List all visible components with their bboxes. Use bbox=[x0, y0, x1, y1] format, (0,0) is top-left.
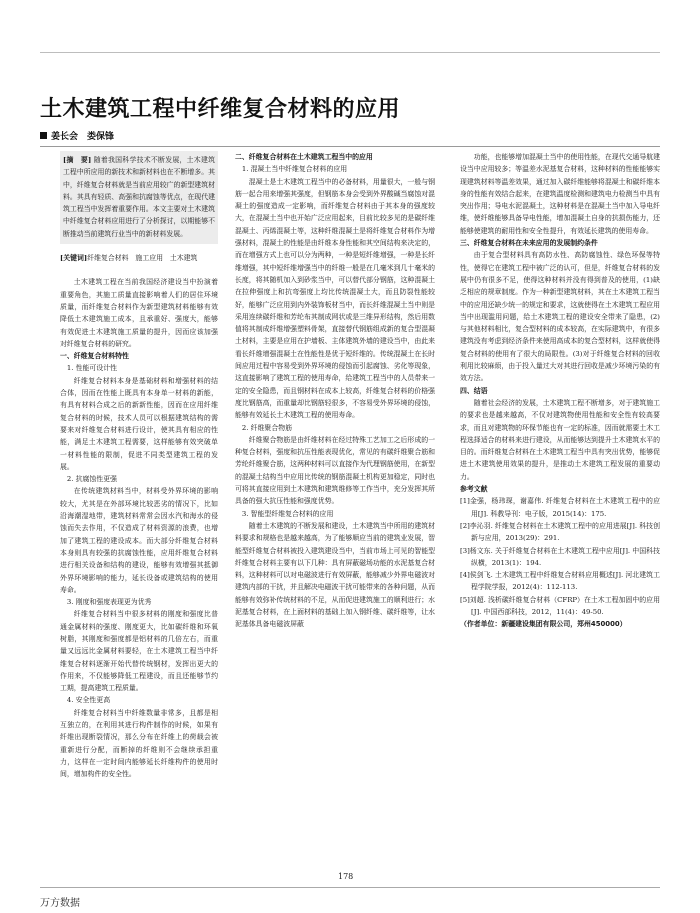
subsection-heading: 2. 抗腐蚀性更强 bbox=[66, 475, 117, 484]
page-number: 178 bbox=[338, 872, 354, 881]
top-rule bbox=[40, 52, 660, 53]
subsection-heading: 1. 性能可设计性 bbox=[66, 364, 117, 373]
abstract-label: [摘 要] bbox=[63, 156, 92, 164]
authors-line bbox=[40, 129, 114, 142]
section-heading: 二、纤维复合材料在土木建筑工程当中的应用 bbox=[235, 153, 373, 161]
keywords-text: 纤维复合材料 施工应用 土木建筑 bbox=[87, 254, 198, 263]
abstract-box bbox=[60, 151, 218, 244]
reference-item: [3]杨文东. 关于纤维复合材料在土木建筑工程中应用[J]. 中国科技纵横，2013(1)：194. bbox=[460, 546, 660, 567]
wanfang-brand: 万方数据 bbox=[40, 898, 80, 909]
article-title: 土木建筑工程中纤维复合材料的应用 bbox=[40, 97, 401, 122]
title-rule bbox=[40, 146, 660, 147]
reference-item: [4]侯剑飞. 土木建筑工程中纤维复合材料应用概述[J]. 河北建筑工程学院学报，2012(4)：112-113. bbox=[460, 571, 660, 592]
subsection-heading: 3. 刚度和强度表现更为优秀 bbox=[66, 598, 152, 607]
subsection-heading: 4. 安全性更高 bbox=[66, 696, 111, 705]
abstract bbox=[63, 154, 215, 240]
section-heading: 参考文献 bbox=[460, 485, 488, 494]
author-unit: （作者单位：新疆建设集团有限公司，郑州450000） bbox=[460, 620, 627, 629]
paragraph: 纤维聚合物筋是由纤维材料在经过特殊工艺加工之后形成的一种复合材料，强度和抗压性能表现优化，常见的有碳纤维聚合筋和芳纶纤维聚合筋，这两种材料可以直接作为代理钢筋使用，在新型的混凝土结构当中应用比传统的钢筋混凝土机构更加稳定，同时也可将其直接应用到土木建筑和建筑维修等工作当中，充分发挥其所具备的强大抗压性能和强度优势。 bbox=[235, 435, 435, 506]
paragraph: 由于复合型材料具有高防水性、高防腐蚀性、绿色环保等特性，使得它在建筑工程中被广泛的认可，但是，纤维复合材料的发展中仍有很多不足，使得这种材料并没有得到普及的使用，(1)缺乏相应的规章制度。作为一种新型建筑材料，其在土木建筑工程当中的应用还缺少统一的规定和要求，这就使得在土木建筑工程应用当中出现滥用问题，给土木建筑工程的建设安全带来了隐患，(2)与其他材料相比，复合型材料的成本较高，在实际建筑中，有很多建筑没有考虑到经济条件来使用高成本的复合型材料，这样就使得复合材料的使用有了很大的局限性。(3)对于纤维复合材料的回收利用比较麻烦，由于投入量过大对其进行回收是减少环境污染的有效方法。 bbox=[460, 251, 660, 383]
paragraph: 功能，也能够增加混凝土当中的使用性能，在现代交通导航建设当中应用较多；等温差水泥基复合材料，这种材料的性能能够实现建筑材料等温差效果，通过加入碳纤维能够将混凝土和碳纤维本身的性能有效结合起来，在建筑温度检测和建筑电力检测当中具有突出作用；导电水泥混凝土，这种材料是在混凝土当中加入导电纤维，使纤维能够具备导电性能，增加混凝土自身的抗损伤能力，还能够使建筑的耐用性和安全性提升，有效延长建筑的使用寿命。 bbox=[460, 153, 660, 235]
reference-item: [2]李沁羽. 纤维复合材料在土木建筑工程中的应用进展[J]. 科技创新与应用，2013(29)：291. bbox=[460, 521, 660, 543]
paragraph: 纤维复合材料当中纤维数量非常多，且都是相互独立的，在利用其进行构件制作的时候，如果有纤维出现断裂情况，那么分布在纤维上的荷载会被重新进行分配，而断掉的纤维则不会继续承担重力，这样在一定时间内能够延长纤维构件的使用时间，增加构件的安全性。 bbox=[60, 708, 218, 779]
column-3 bbox=[460, 151, 660, 631]
column-1 bbox=[60, 151, 218, 781]
column-1-body bbox=[60, 276, 218, 780]
paragraph: 在传统建筑材料当中，材料受外界环境的影响较大，尤其是在外部环境比较恶劣的情况下，比如沿海潮湿地带，建筑材料常常会因水汽和海水的侵蚀而失去作用，不仅造成了材料资源的浪费，也增加了建筑工程的建设成本。而大部分纤维复合材料本身则具有较强的抗腐蚀性能，应用纤维复合材料进行相关设备和结构的建设，能够有效增强其抵御外界环境影响的能力，延长设备或建筑结构的使用寿命。 bbox=[60, 487, 218, 594]
abstract-text: 随着我国科学技术不断发展，土木建筑工程中所应用的新技术和新材料也在不断增多。其中，纤维复合材料就是当前应用较广的新型建筑材料。其具有轻质、高强和抗腐蚀等优点，在现代建筑工程当中发挥着重要作用。本文主要对土木建筑中纤维复合材料应用进行了分析探讨，以期能够不断推动当前建筑行业当中的新材料发展。 bbox=[63, 156, 215, 238]
section-heading: 三、纤维复合材料在未来应用的发展制约条件 bbox=[460, 239, 598, 248]
paragraph: 土木建筑工程在当前我国经济建设当中扮演着重要角色，其施工质量直接影响着人们的居住环境质量，而纤维复合材料作为新型建筑材料能够有效降低土木建筑施工成本，且承重好、强度大，能够有效促进土木建筑施工质量的提升，因而应该加强对纤维复合材料的研究。 bbox=[60, 278, 218, 348]
keywords-label: [关键词] bbox=[60, 254, 88, 263]
paragraph: 纤维复合材料本身是基础材料和增强材料的结合体，因而在性能上既具有本身单一材料的新能，有具有材料合成之后的新新性能，因而在应用纤维复合材料的时候，技术人员可以根据建筑结构的需要来对纤维复合材料进行设计，使其具有相应的性能，满足土木建筑工程需要，这样能够有效突破单一材料性能的限制，促进不同类型建筑工程的发展。 bbox=[60, 376, 218, 471]
reference-item: [1]金强，杨玮琛，谢嘉伟. 纤维复合材料在土木建筑工程中的应用[J]. 科教导刊：电子版，2015(14)：175. bbox=[460, 497, 660, 518]
subsection-heading: 3. 智能型纤维复合材料的应用 bbox=[241, 509, 334, 518]
paragraph: 随着土木建筑的不断发展和建设，土木建筑当中所用的建筑材料要求和规格也是越来越高，为了能够顺应当前的建筑业发展，智能型纤维复合材料被投入建筑建设当中，当前市场上可见的智能型纤维复合材料主要有以下几种：具有屏蔽磁场功能的水泥基复合材料，这种材料可以对电磁波进行有效屏蔽，能够减少外界电磁波对建筑内部的干扰，并且解决电磁波干扰可能带来的各种问题，从而能够有效弥补传统材料的不足，从而促进建筑施工的顺利进行；水泥基复合材料，在上面材料的基础上加入钢纤维、碳纤维等，让水泥基体具备电磁波屏蔽 bbox=[235, 521, 435, 629]
section-heading: 一、纤维复合材料特性 bbox=[60, 352, 129, 361]
section-heading: 四、结语 bbox=[460, 386, 488, 395]
column-2 bbox=[235, 151, 435, 631]
paragraph: 随着社会经济的发展，土木建筑工程不断增多，对于建筑施工的要求也是越来越高，不仅对建筑物使用性能和安全性有较高要求，而且对建筑物的环保节能也有一定的标准，因而就需要土木工程选择适合的材料来进行建设，从而能够达到提升土木建筑水平的目的。而纤维复合材料在土木建筑工程当中具有突出优势，能够促进土木建筑使用效果的提升，是推动土木建筑工程发展的重要动力。 bbox=[460, 398, 660, 481]
footer-rule bbox=[40, 887, 660, 888]
subsection-heading: 2. 纤维聚合物筋 bbox=[241, 423, 292, 432]
keywords bbox=[60, 252, 218, 264]
paragraph: 纤维复合材料当中很多材料的刚度和强度比普通金属材料的强度、刚度更大，比如碳纤维和环氧树脂，其刚度和强度都是铝材料的几倍左右，而重量又远远比金属材料要轻，在土木建筑工程当中纤维复合材料逐渐开始代替传统钢材，发挥出更大的作用来，不仅能够降低工程建设，而且还能够节约工期，提高建筑工程质量。 bbox=[60, 610, 218, 693]
authors: 姜长会 娄保锋 bbox=[51, 132, 115, 142]
paragraph: 混凝土是土木建筑工程当中的必备材料，用量很大，一般与钢筋一起合用来增强其强度，但钢筋本身会受到外界酸碱当腐蚀对混凝土的强度造成一定影响，而纤维复合材料由于其本身的强度较大，在混凝土当中也开始广泛应用起来，目前比较多见的是碳纤维混凝土、丙烯混凝土等，这种纤维混凝土是将纤维复合材料作为增强材料，混凝土的性能是由纤维本身性能和其空间结构来决定的，而在增强方式上也可以分为两种，一种是短纤维增强，一种是长纤维增强，其中短纤维增强当中的纤维一般是在几毫米到几十毫米的长度，将其随机加入到砂浆当中，可以替代部分钢筋，这种混凝土在拉伸强度上和抗弯强度上均比传统混凝土大，而且防裂性能较好，能够广泛应用到内外装饰板材当中，而长纤维混凝土当中则是采用连续碳纤维和芳纶布其制成网状或是三维异形结构，然后用数值将其制成纤维增强塑料骨架，直接替代钢筋组成新的复合型混凝土材料，主要是应用在护墙板、主体建筑外墙的建设当中，由此来看长纤维增强混凝土在性能性是优于短纤维的。传统混凝土在长时间应用过程中容易受到外界环境的侵蚀而引起腐蚀、劣化等现象，这直接影响了建筑工程的使用寿命，给建筑工程当中的人员带来一定的安全隐患，而且钢材料在成本上较高，纤维复合材料的价格强度比钢筋高，而重量却比钢筋轻很多，不容易受外界环境的侵蚀，能够有效延长土木建筑工程的使用寿命。 bbox=[235, 177, 435, 420]
reference-item: [5]刘超. 浅析碳纤维复合材料（CFRP）在土木工程加固中的应用[J]. 中国西部科技，2012，11(4)：49-50. bbox=[460, 595, 660, 616]
subsection-heading: 1. 混凝土当中纤维复合材料的应用 bbox=[241, 165, 348, 174]
square-bullet-icon bbox=[40, 132, 47, 139]
